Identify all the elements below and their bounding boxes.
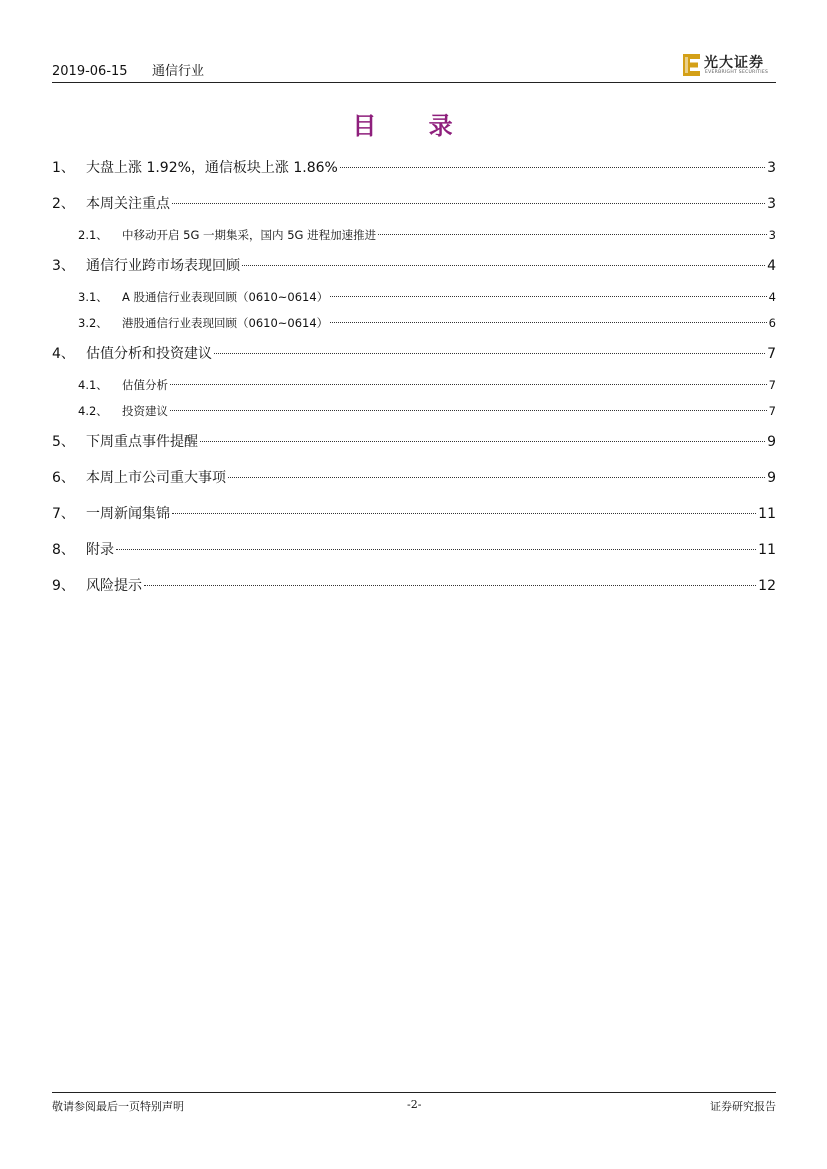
toc-entry[interactable] bbox=[52, 460, 776, 496]
toc-entry[interactable] bbox=[52, 496, 776, 532]
toc-leader-dots bbox=[170, 384, 767, 385]
toc-entry-label: 下周重点事件提醒 bbox=[86, 434, 198, 450]
toc-entry-number: 3.2、 bbox=[78, 316, 108, 330]
toc-entry-number: 3.1、 bbox=[78, 290, 108, 304]
toc-entry-page: 7 bbox=[768, 404, 776, 418]
toc-entry-page: 3 bbox=[767, 160, 776, 176]
page-header bbox=[52, 50, 776, 83]
toc-subentry[interactable] bbox=[52, 310, 776, 336]
toc-subentry[interactable] bbox=[52, 398, 776, 424]
report-type: 证券研究报告 bbox=[710, 1100, 776, 1113]
toc-leader-dots bbox=[170, 410, 767, 411]
industry-label: 通信行业 bbox=[152, 64, 205, 79]
toc-entry-number: 4.2、 bbox=[78, 404, 108, 418]
toc-subentry[interactable] bbox=[52, 222, 776, 248]
toc-entry-number: 6、 bbox=[52, 470, 75, 486]
toc-entry-label: 一周新闻集锦 bbox=[86, 506, 170, 522]
toc-leader-dots bbox=[330, 322, 767, 323]
page-number: -2- bbox=[407, 1098, 422, 1111]
toc-entry-number: 7、 bbox=[52, 506, 75, 522]
toc-entry-page: 7 bbox=[768, 378, 776, 392]
toc-entry-page: 6 bbox=[768, 316, 776, 330]
toc-leader-dots bbox=[172, 513, 756, 514]
toc-entry-label: 港股通信行业表现回顾（0610~0614） bbox=[122, 316, 329, 330]
toc-entry-page: 11 bbox=[758, 506, 776, 522]
toc-entry-label: 投资建议 bbox=[122, 404, 168, 418]
toc-entry-label: 中移动开启 5G 一期集采，国内 5G 进程加速推进 bbox=[122, 228, 377, 242]
toc-entry-label: 估值分析和投资建议 bbox=[86, 346, 212, 362]
toc-leader-dots bbox=[378, 234, 767, 235]
toc-entry-number: 9、 bbox=[52, 578, 75, 594]
toc-leader-dots bbox=[172, 203, 765, 204]
toc-entry-page: 3 bbox=[767, 196, 776, 212]
toc-entry-label: 本周关注重点 bbox=[86, 196, 170, 212]
logo-text-en: EVERBRIGHT SECURITIES bbox=[705, 70, 769, 75]
toc-entry-number: 5、 bbox=[52, 434, 75, 450]
toc-leader-dots bbox=[340, 167, 765, 168]
toc-leader-dots bbox=[200, 441, 765, 442]
toc-entry-number: 2.1、 bbox=[78, 228, 108, 242]
toc-entry[interactable] bbox=[52, 532, 776, 568]
toc-entry[interactable] bbox=[52, 336, 776, 372]
toc-entry-page: 3 bbox=[768, 228, 776, 242]
toc-entry[interactable] bbox=[52, 186, 776, 222]
page-footer bbox=[52, 1092, 776, 1123]
toc-entry-label: 大盘上涨 1.92%，通信板块上涨 1.86% bbox=[86, 160, 338, 176]
toc-entry-label: 估值分析 bbox=[122, 378, 168, 392]
toc-entry-number: 8、 bbox=[52, 542, 75, 558]
toc-entry[interactable] bbox=[52, 150, 776, 186]
toc-entry-label: 通信行业跨市场表现回顾 bbox=[86, 258, 240, 274]
toc-entry-page: 9 bbox=[767, 434, 776, 450]
toc-entry-number: 3、 bbox=[52, 258, 75, 274]
toc-entry-label: 附录 bbox=[86, 542, 114, 558]
toc-leader-dots bbox=[116, 549, 756, 550]
toc-entry-number: 4、 bbox=[52, 346, 75, 362]
toc-subentry[interactable] bbox=[52, 284, 776, 310]
toc-subentry[interactable] bbox=[52, 372, 776, 398]
toc-entry-label: A 股通信行业表现回顾（0610~0614） bbox=[122, 290, 329, 304]
toc-leader-dots bbox=[228, 477, 765, 478]
toc-entry-page: 12 bbox=[758, 578, 776, 594]
toc-entry-number: 1、 bbox=[52, 160, 75, 176]
toc-leader-dots bbox=[214, 353, 765, 354]
table-of-contents bbox=[52, 150, 776, 604]
toc-entry-label: 风险提示 bbox=[86, 578, 142, 594]
toc-entry-number: 2、 bbox=[52, 196, 75, 212]
toc-entry[interactable] bbox=[52, 248, 776, 284]
toc-entry-page: 4 bbox=[768, 290, 776, 304]
toc-title: 目 录 bbox=[352, 111, 475, 140]
toc-entry-number: 4.1、 bbox=[78, 378, 108, 392]
toc-leader-dots bbox=[242, 265, 765, 266]
toc-entry[interactable] bbox=[52, 424, 776, 460]
toc-leader-dots bbox=[330, 296, 766, 297]
toc-entry[interactable] bbox=[52, 568, 776, 604]
toc-leader-dots bbox=[144, 585, 756, 586]
toc-entry-page: 11 bbox=[758, 542, 776, 558]
logo-text-cn: 光大证券 bbox=[704, 55, 764, 71]
toc-entry-page: 9 bbox=[767, 470, 776, 486]
disclaimer-note: 敬请参阅最后一页特别声明 bbox=[52, 1100, 184, 1113]
toc-entry-label: 本周上市公司重大事项 bbox=[86, 470, 226, 486]
report-date: 2019-06-15 bbox=[52, 64, 128, 79]
toc-entry-page: 7 bbox=[767, 346, 776, 362]
toc-entry-page: 4 bbox=[767, 258, 776, 274]
everbright-logo-icon bbox=[682, 53, 702, 77]
company-logo bbox=[682, 52, 774, 78]
